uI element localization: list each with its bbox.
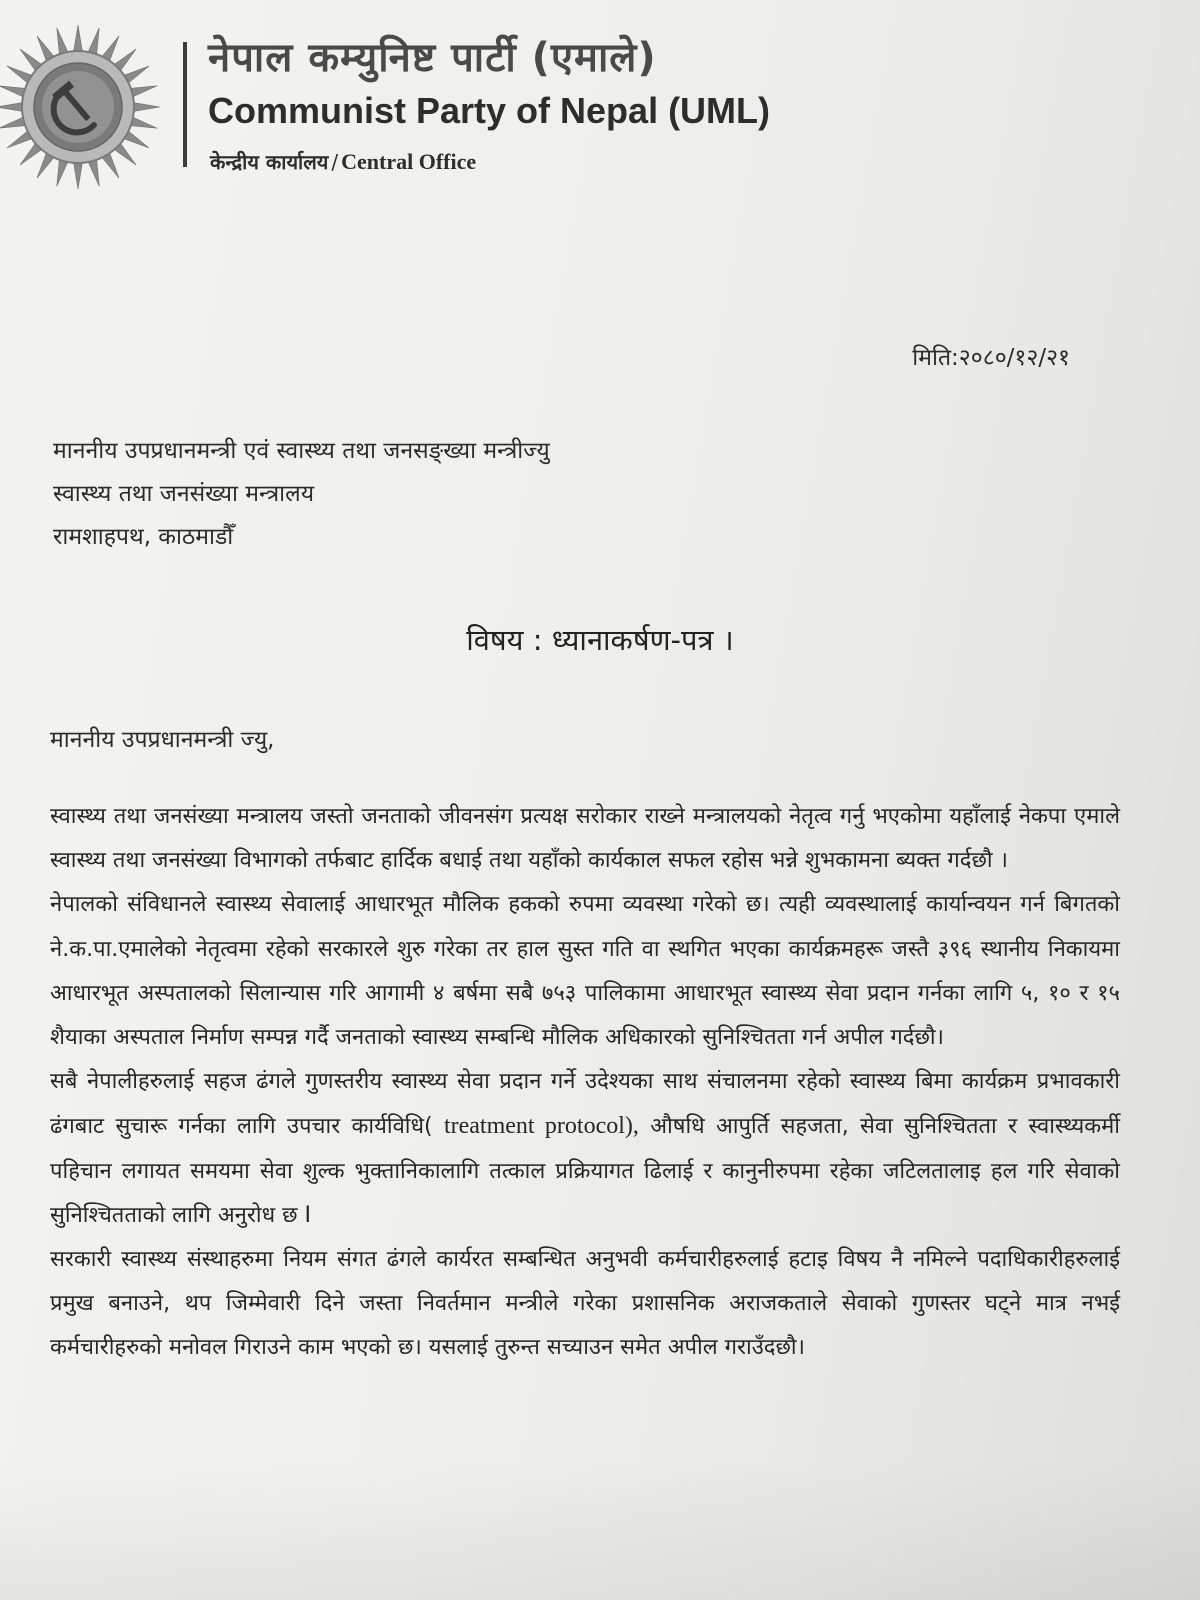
body-paragraph-3-english: treatment protocol), (443, 1113, 639, 1140)
office-label-nepali: केन्द्रीय कार्यालय (210, 150, 329, 174)
body-paragraph-1: स्वास्थ्य तथा जनसंख्या मन्त्रालय जस्तो जनताको जीवनसंग प्रत्यक्ष सरोकार राख्ने मन्त्रालयको नेतृत्व गर्नु भएकोमा यहाँलाई नेकपा एमाले स्वास्थ्य तथा जनसंख्या विभागको तर्फबाट हार्दिक बधाई तथा यहाँको कार्यकाल सफल रहोस भन्ने शुभकामना ब्यक्त गर्दछौ । (50, 804, 1120, 874)
office-label-english: Central Office (341, 149, 477, 174)
address-line-3: रामशाहपथ, काठमाडौँ (53, 524, 234, 550)
party-name-english: Communist Party of Nepal (UML) (208, 90, 771, 131)
body-paragraph-3-part-2: औषधि आपुर्ति सहजता, सेवा सुनिश्चितता र स्वास्थ्यकर्मी पहिचान लगायत समयमा सेवा शुल्क भुक्तानिकालागि तत्काल प्रक्रियागत ढिलाई र कानुनीरुपमा रहेका जटिलतालाइ हल गरि सेवाको सुनिश्चितताको लागि अनुरोध छ I (50, 1114, 1121, 1228)
letter-subject: विषय : ध्यानाकर्षण-पत्र । (466, 623, 734, 657)
address-line-1: माननीय उपप्रधानमन्त्री एवं स्वास्थ्य तथा जनसङ्ख्या मन्त्रीज्यु (53, 438, 550, 464)
party-emblem-icon (0, 22, 160, 192)
party-name-nepali: नेपाल कम्युनिष्ट पार्टी (एमाले) (208, 35, 657, 81)
body-paragraph-4: सरकारी स्वास्थ्य संस्थाहरुमा नियम संगत ढंगले कार्यरत सम्बन्धित अनुभवी कर्मचारीहरुलाई हटाइ विषय नै नमिल्ने पदाधिकारीहरुलाई प्रमुख बनाउने, थप जिम्मेवारी दिने जस्ता निवर्तमान मन्त्रीले गरेका प्रशासनिक अराजकताले सेवाको गुणस्तर घट्ने मात्र नभई कर्मचारीहरुको मनोवल गिराउने काम भएको छ। यसलाई तुरुन्त सच्याउन समेत अपील गराउँदछौ। (50, 1247, 1120, 1361)
letter-salutation: माननीय उपप्रधानमन्त्री ज्यु, (50, 727, 275, 753)
body-paragraph-3-part-1: सबै नेपालीहरुलाई सहज ढंगले गुणस्तरीय स्वास्थ्य सेवा प्रदान गर्ने उदेश्यका साथ संचालनमा रहेको स्वास्थ्य बिमा कार्यक्रम प्रभावकारी ढंगबाट सुचारू गर्नका लागि उपचार कार्यविधि( (50, 1069, 1120, 1140)
body-paragraph-2: नेपालको संविधानले स्वास्थ्य सेवालाई आधारभूत मौलिक हकको रुपमा व्यवस्था गरेको छ। त्यही व्यवस्थालाई कार्यान्वयन गर्न बिगतको ने.क.पा.एमालेको नेतृत्वमा रहेको सरकारले शुरु गरेका तर हाल सुस्त गति वा स्थगित भएका कार्यक्रमहरू जस्तै ३९६ स्थानीय निकायमा आधारभूत अस्पतालको सिलान्यास गरि आगामी ४ बर्षमा सबै ७५३ पालिकामा आधारभूत स्वास्थ्य सेवा प्रदान गर्नका लागि ५, १० र १५ शैयाका अस्पताल निर्माण सम्पन्न गर्दै जनताको स्वास्थ्य सम्बन्धि मौलिक अधिकारको सुनिश्चितता गर्न अपील गर्दछौ। (50, 892, 1120, 1051)
letter-date: मिति:२०८०/१२/२१ (912, 345, 1070, 371)
body-paragraph-3 (50, 1060, 1120, 1238)
office-label (210, 148, 476, 175)
address-line-2: स्वास्थ्य तथा जनसंख्या मन्त्रालय (53, 481, 315, 507)
recipient-address (53, 430, 550, 559)
letterhead-divider (183, 42, 187, 167)
letter-body (50, 795, 1120, 1371)
office-label-separator: / (331, 150, 339, 174)
